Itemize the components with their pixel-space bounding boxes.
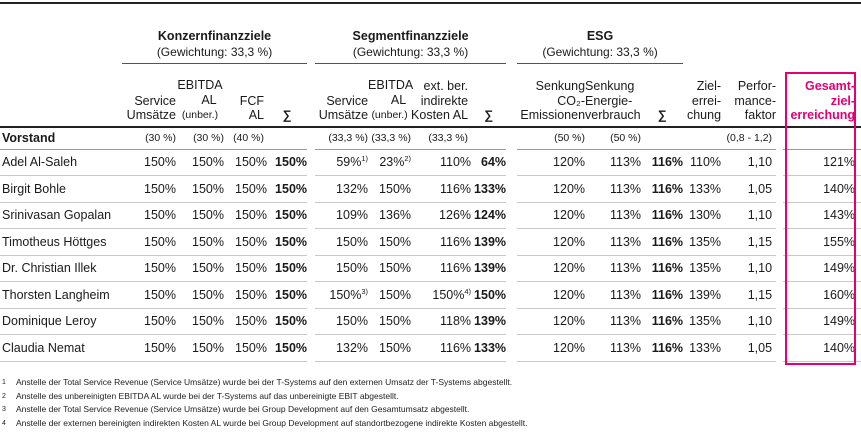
cell-esg-sum: 116% — [641, 229, 683, 256]
footnote: 2 Anstelle des unbereinigten EBITDA AL wurde bei der T-Systems auf das unbereinigte EBIT abgestellt. — [2, 390, 399, 401]
member-name: Adel Al-Saleh — [0, 149, 122, 176]
cell-gesamt: 149% — [783, 308, 861, 335]
cell-esg-sum: 116% — [641, 176, 683, 203]
cell-k1: 150% — [122, 149, 176, 176]
cell-zielerreichung: 135% — [683, 308, 721, 335]
cell-gesamt: 149% — [783, 255, 861, 282]
cell-e1: 120% — [517, 282, 585, 309]
cell-s2: 150% — [368, 255, 411, 282]
table-row — [0, 255, 861, 282]
cell-s2: 150% — [368, 282, 411, 309]
table-row — [0, 282, 861, 309]
cell-zielerreichung: 133% — [683, 176, 721, 203]
col-header-segment-ebitda-al: EBITDA AL (unber.) — [368, 78, 414, 121]
group-weight-row — [0, 44, 861, 64]
cell-e1: 120% — [517, 176, 585, 203]
cell-s2: 136% — [368, 202, 411, 229]
cell-k2: 150% — [176, 229, 224, 256]
table-row — [0, 229, 861, 256]
cell-segment-sum: 139% — [471, 308, 506, 335]
cell-gesamt: 155% — [783, 229, 861, 256]
cell-e1: 120% — [517, 255, 585, 282]
column-header-row — [0, 64, 861, 127]
cell-konzern-sum: 150% — [267, 202, 307, 229]
cell-segment-sum: 133% — [471, 176, 506, 203]
cell-k1: 150% — [122, 282, 176, 309]
cell-s2: 150% — [368, 335, 411, 362]
cell-s3: 116% — [411, 255, 471, 282]
group-title-segment: Segmentfinanzziele — [352, 29, 469, 43]
cell-e1: 120% — [517, 308, 585, 335]
col-header-sum-esg: ∑ — [657, 108, 667, 122]
top-rule — [0, 2, 861, 4]
cell-k1: 150% — [122, 176, 176, 203]
col-header-performancefaktor: Perfor- mance- faktor — [734, 79, 777, 122]
member-name: Timotheus Höttges — [0, 229, 122, 256]
weight-segment-ebitda: (33,3 %) — [368, 127, 411, 150]
table-row — [0, 202, 861, 229]
cell-s1: 150% — [315, 255, 368, 282]
table-row — [0, 335, 861, 362]
col-header-sum-konzern: ∑ — [282, 108, 292, 122]
col-header-fcf-al: FCF AL — [239, 93, 264, 122]
col-header-zielerreichung: Ziel- errei- chung — [686, 79, 722, 122]
cell-s2: 150% — [368, 229, 411, 256]
cell-k2: 150% — [176, 149, 224, 176]
table-row — [0, 308, 861, 335]
cell-s3: 116% — [411, 229, 471, 256]
table-row — [0, 149, 861, 176]
cell-k2: 150% — [176, 202, 224, 229]
cell-segment-sum: 64% — [471, 149, 506, 176]
cell-s2: 23%$^{2)}$ — [368, 149, 411, 176]
cell-zielerreichung: 139% — [683, 282, 721, 309]
cell-e2: 113% — [585, 229, 641, 256]
member-name: Thorsten Langheim — [0, 282, 122, 309]
cell-s1: 150%$^{3)}$ — [315, 282, 368, 309]
cell-s3: 116% — [411, 176, 471, 203]
cell-gesamt: 140% — [783, 176, 861, 203]
weight-performance-range: (0,8 - 1,2) — [683, 127, 776, 150]
cell-s2: 150% — [368, 176, 411, 203]
cell-e1: 120% — [517, 229, 585, 256]
cell-e2: 113% — [585, 282, 641, 309]
cell-e2: 113% — [585, 149, 641, 176]
vorstand-weight-row — [0, 127, 861, 150]
cell-segment-sum: 139% — [471, 229, 506, 256]
cell-e2: 113% — [585, 335, 641, 362]
cell-konzern-sum: 150% — [267, 282, 307, 309]
cell-zielerreichung: 133% — [683, 335, 721, 362]
cell-zielerreichung: 110% — [683, 149, 721, 176]
cell-gesamt: 143% — [783, 202, 861, 229]
cell-s1: 59%$^{1)}$ — [315, 149, 368, 176]
cell-k3: 150% — [224, 229, 267, 256]
cell-esg-sum: 116% — [641, 202, 683, 229]
cell-k1: 150% — [122, 335, 176, 362]
col-header-co2: Senkung CO₂- Emissionen — [520, 79, 586, 122]
weight-ebitda: (30 %) — [176, 127, 224, 150]
col-header-energie: Senkung Energie- verbrauch — [585, 79, 641, 122]
group-title-konzern: Konzernfinanzziele — [157, 29, 272, 43]
cell-k3: 150% — [224, 176, 267, 203]
member-name: Birgit Bohle — [0, 176, 122, 203]
cell-s1: 109% — [315, 202, 368, 229]
cell-segment-sum: 139% — [471, 255, 506, 282]
group-title-esg: ESG — [586, 29, 614, 43]
cell-k2: 150% — [176, 335, 224, 362]
cell-e1: 120% — [517, 335, 585, 362]
cell-k3: 150% — [224, 255, 267, 282]
cell-konzern-sum: 150% — [267, 149, 307, 176]
col-header-segment-service-umsaetze: Service Umsätze — [318, 93, 369, 122]
weight-service-umsaetze: (30 %) — [122, 127, 176, 150]
group-weight-konzern: (Gewichtung: 33,3 %) — [122, 44, 307, 64]
cell-e1: 120% — [517, 202, 585, 229]
cell-e2: 113% — [585, 202, 641, 229]
member-name: Dr. Christian Illek — [0, 255, 122, 282]
cell-segment-sum: 133% — [471, 335, 506, 362]
weight-energie: (50 %) — [585, 127, 641, 150]
cell-gesamt: 160% — [783, 282, 861, 309]
cell-k1: 150% — [122, 229, 176, 256]
cell-s3: 118% — [411, 308, 471, 335]
cell-e2: 113% — [585, 255, 641, 282]
cell-k3: 150% — [224, 335, 267, 362]
cell-k3: 150% — [224, 308, 267, 335]
footnotes — [2, 376, 858, 430]
cell-zielerreichung: 135% — [683, 229, 721, 256]
cell-performance: 1,15 — [721, 282, 776, 309]
cell-gesamt: 121% — [783, 149, 861, 176]
weight-fcf: (40 %) — [224, 127, 267, 150]
cell-konzern-sum: 150% — [267, 176, 307, 203]
col-header-ext-kosten: ext. ber. indirekte Kosten AL — [411, 79, 469, 122]
cell-esg-sum: 116% — [641, 308, 683, 335]
cell-s3: 150%$^{4)}$ — [411, 282, 471, 309]
cell-segment-sum: 124% — [471, 202, 506, 229]
cell-e1: 120% — [517, 149, 585, 176]
cell-performance: 1,15 — [721, 229, 776, 256]
cell-segment-sum: 150% — [471, 282, 506, 309]
cell-esg-sum: 116% — [641, 282, 683, 309]
cell-zielerreichung: 130% — [683, 202, 721, 229]
remuneration-target-table — [0, 28, 861, 362]
group-weight-esg: (Gewichtung: 33,3 %) — [517, 44, 683, 64]
col-header-ebitda-al: EBITDA AL (unber.) — [177, 78, 223, 121]
cell-performance: 1,10 — [721, 149, 776, 176]
cell-s3: 110% — [411, 149, 471, 176]
weight-ext-kosten: (33,3 %) — [411, 127, 471, 150]
cell-konzern-sum: 150% — [267, 335, 307, 362]
cell-e2: 113% — [585, 176, 641, 203]
cell-performance: 1,05 — [721, 335, 776, 362]
footnote: 1 Anstelle der Total Service Revenue (Service Umsätze) wurde bei der T-Systems auf den externen Umsatz der T-Systems abgestellt. — [2, 377, 513, 387]
cell-k1: 150% — [122, 255, 176, 282]
cell-esg-sum: 116% — [641, 149, 683, 176]
cell-esg-sum: 116% — [641, 255, 683, 282]
cell-s1: 150% — [315, 308, 368, 335]
member-name: Claudia Nemat — [0, 335, 122, 362]
cell-zielerreichung: 135% — [683, 255, 721, 282]
member-name: Srinivasan Gopalan — [0, 202, 122, 229]
cell-s1: 132% — [315, 335, 368, 362]
weight-segment-service: (33,3 %) — [315, 127, 368, 150]
cell-s1: 150% — [315, 229, 368, 256]
cell-konzern-sum: 150% — [267, 308, 307, 335]
cell-k2: 150% — [176, 282, 224, 309]
cell-k1: 150% — [122, 202, 176, 229]
cell-s2: 150% — [368, 308, 411, 335]
cell-k3: 150% — [224, 202, 267, 229]
footnote: 4 Anstelle der externen bereinigten indirekten Kosten AL wurde bei Group Development auf standortbezogene indirekte Kosten abgestellt. — [2, 417, 528, 428]
cell-s3: 126% — [411, 202, 471, 229]
weight-co2: (50 %) — [517, 127, 585, 150]
cell-k3: 150% — [224, 149, 267, 176]
cell-k2: 150% — [176, 308, 224, 335]
cell-performance: 1,10 — [721, 308, 776, 335]
member-name: Dominique Leroy — [0, 308, 122, 335]
cell-k2: 150% — [176, 255, 224, 282]
vorstand-label: Vorstand — [0, 127, 122, 150]
cell-e2: 113% — [585, 308, 641, 335]
footnote: 3 Anstelle der Total Service Revenue (Service Umsätze) wurde bei Group Development auf den Gesamtumsatz abgestellt. — [2, 404, 470, 414]
cell-k3: 150% — [224, 282, 267, 309]
cell-esg-sum: 116% — [641, 335, 683, 362]
cell-k2: 150% — [176, 176, 224, 203]
cell-performance: 1,05 — [721, 176, 776, 203]
cell-performance: 1,10 — [721, 202, 776, 229]
table-row — [0, 176, 861, 203]
col-header-gesamtzielerreichung: Gesamt- ziel- erreichung — [790, 79, 856, 122]
cell-performance: 1,10 — [721, 255, 776, 282]
col-header-service-umsaetze: Service Umsätze — [126, 93, 176, 122]
group-title-row — [0, 28, 861, 44]
cell-k1: 150% — [122, 308, 176, 335]
cell-konzern-sum: 150% — [267, 229, 307, 256]
cell-s1: 132% — [315, 176, 368, 203]
group-weight-segment: (Gewichtung: 33,3 %) — [315, 44, 506, 64]
cell-gesamt: 140% — [783, 335, 861, 362]
col-header-sum-segment: ∑ — [484, 108, 493, 122]
cell-konzern-sum: 150% — [267, 255, 307, 282]
cell-s3: 116% — [411, 335, 471, 362]
